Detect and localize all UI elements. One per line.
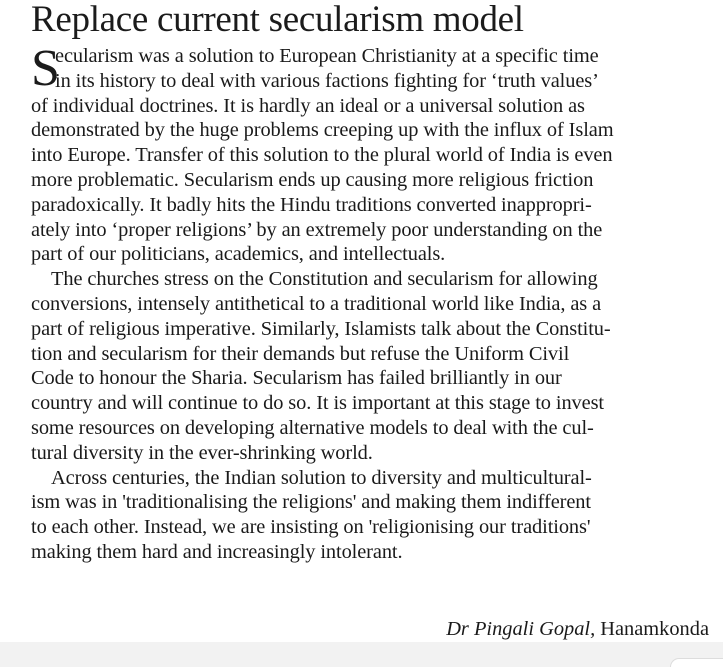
author-place: Hanamkonda bbox=[600, 618, 709, 640]
paragraph-1-line: more problematic. Secularism ends up causing more religious friction bbox=[31, 168, 594, 191]
paragraph-2-line: part of religious imperative. Similarly, Islamists talk about the Constitu- bbox=[31, 317, 611, 340]
paragraph-3-line: making them hard and increasingly intolerant. bbox=[31, 540, 403, 563]
paragraph-1-line: ately into ‘proper religions’ by an extremely poor understanding on the bbox=[31, 218, 603, 241]
page-edge-tab bbox=[670, 658, 723, 667]
paragraph-1-line: into Europe. Transfer of this solution to the plural world of India is even bbox=[31, 144, 613, 167]
drop-cap: S bbox=[31, 40, 60, 97]
paragraph-2-line: Code to honour the Sharia. Secularism has failed brilliantly in our bbox=[31, 367, 562, 390]
headline: Replace current secularism model bbox=[31, 0, 524, 40]
paragraph-1-line: part of our politicians, academics, and intellectuals. bbox=[31, 243, 446, 266]
author-name: Dr Pingali Gopal, bbox=[446, 618, 596, 640]
paragraph-1-line: demonstrated by the huge problems creeping up with the influx of Islam bbox=[31, 119, 614, 142]
paragraph-2-line: country and will continue to do so. It is important at this stage to invest bbox=[31, 392, 604, 415]
paragraph-1-line: of individual doctrines. It is hardly an ideal or a universal solution as bbox=[31, 94, 585, 117]
paragraph-3-line: to each other. Instead, we are insisting on 'religionising our traditions' bbox=[31, 516, 591, 539]
paragraph-2-line: conversions, intensely antithetical to a traditional world like India, as a bbox=[31, 292, 602, 315]
paragraph-2-line: tural diversity in the ever-shrinking world. bbox=[31, 441, 373, 464]
paragraph-2-line: some resources on developing alternative models to deal with the cul- bbox=[31, 416, 594, 439]
paragraph-3-line: Across centuries, the Indian solution to diversity and multicultural- bbox=[51, 466, 592, 489]
paragraph-1-line: ecularism was a solution to European Christianity at a specific time bbox=[55, 45, 599, 67]
paragraph-1-line: in its history to deal with various factions fighting for ‘truth values’ bbox=[55, 69, 599, 92]
paragraph-1-line: paradoxically. It badly hits the Hindu traditions converted inappropri- bbox=[31, 193, 592, 216]
paragraph-3-line: ism was in 'traditionalising the religions' and making them indifferent bbox=[31, 491, 591, 514]
paragraph-2-line: tion and secularism for their demands but refuse the Uniform Civil bbox=[31, 342, 570, 365]
paragraph-2-line: The churches stress on the Constitution and secularism for allowing bbox=[51, 268, 598, 291]
letter-body bbox=[31, 40, 721, 565]
signature bbox=[446, 617, 709, 641]
